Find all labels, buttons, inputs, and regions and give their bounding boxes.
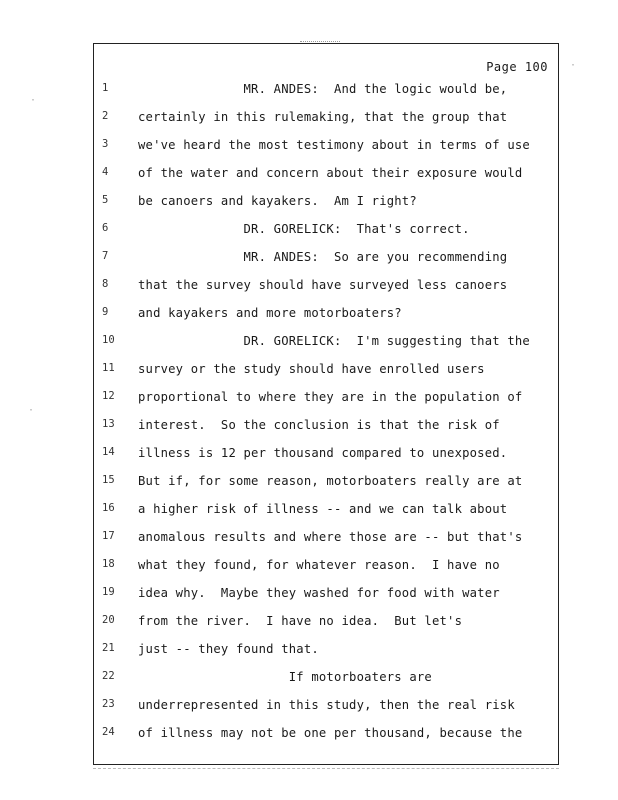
line-number: 15	[102, 474, 115, 486]
line-number: 21	[102, 642, 115, 654]
scan-artifact-left: ·	[28, 405, 35, 416]
line-number: 20	[102, 614, 115, 626]
line-number: 13	[102, 418, 115, 430]
line-number: 12	[102, 390, 115, 402]
transcript-page	[93, 43, 559, 765]
line-text: DR. GORELICK: That's correct.	[138, 222, 470, 236]
line-number: 16	[102, 502, 115, 514]
transcript-line	[94, 726, 558, 746]
line-text: certainly in this rulemaking, that the group that	[138, 110, 508, 124]
line-text: we've heard the most testimony about in terms of use	[138, 138, 530, 152]
line-text: of the water and concern about their exposure would	[138, 166, 523, 180]
line-number: 11	[102, 362, 115, 374]
transcript-line	[94, 558, 558, 578]
transcript-line	[94, 418, 558, 438]
line-text: a higher risk of illness -- and we can talk about	[138, 502, 508, 516]
line-text: what they found, for whatever reason. I have no	[138, 558, 500, 572]
line-number: 19	[102, 586, 115, 598]
transcript-line	[94, 670, 558, 690]
line-text: just -- they found that.	[138, 642, 319, 656]
line-number: 24	[102, 726, 115, 738]
line-number: 7	[102, 250, 109, 262]
line-number: 8	[102, 278, 109, 290]
transcript-line	[94, 278, 558, 298]
line-number: 2	[102, 110, 109, 122]
transcript-line	[94, 138, 558, 158]
transcript-line	[94, 586, 558, 606]
line-text: and kayakers and more motorboaters?	[138, 306, 402, 320]
line-text: DR. GORELICK: I'm suggesting that the	[138, 334, 530, 348]
transcript-line	[94, 222, 558, 242]
line-text: of illness may not be one per thousand, because the	[138, 726, 523, 740]
transcript-line	[94, 698, 558, 718]
line-number: 4	[102, 166, 109, 178]
transcript-line	[94, 334, 558, 354]
line-text: from the river. I have no idea. But let's	[138, 614, 463, 628]
line-text: MR. ANDES: And the logic would be,	[138, 82, 508, 96]
scan-artifact-left: ·	[30, 95, 37, 106]
line-number: 22	[102, 670, 115, 682]
page-number: Page 100	[486, 60, 548, 74]
line-text: that the survey should have surveyed less canoers	[138, 278, 508, 292]
transcript-line	[94, 110, 558, 130]
line-text: survey or the study should have enrolled users	[138, 362, 485, 376]
transcript-line	[94, 82, 558, 102]
line-text: idea why. Maybe they washed for food with water	[138, 586, 500, 600]
line-number: 18	[102, 558, 115, 570]
transcript-line	[94, 530, 558, 550]
transcript-line	[94, 166, 558, 186]
line-number: 23	[102, 698, 115, 710]
transcript-line	[94, 502, 558, 522]
transcript-line	[94, 306, 558, 326]
line-text: be canoers and kayakers. Am I right?	[138, 194, 417, 208]
line-text: But if, for some reason, motorboaters really are at	[138, 474, 523, 488]
transcript-line	[94, 642, 558, 662]
line-text: underrepresented in this study, then the real risk	[138, 698, 515, 712]
line-text: illness is 12 per thousand compared to unexposed.	[138, 446, 508, 460]
scan-artifact-right: ·	[570, 60, 577, 71]
line-number: 14	[102, 446, 115, 458]
transcript-line	[94, 194, 558, 214]
line-number: 5	[102, 194, 109, 206]
line-text: MR. ANDES: So are you recommending	[138, 250, 508, 264]
transcript-line	[94, 474, 558, 494]
line-text: If motorboaters are	[138, 670, 432, 684]
line-text: interest. So the conclusion is that the risk of	[138, 418, 500, 432]
line-number: 17	[102, 530, 115, 542]
line-number: 9	[102, 306, 109, 318]
line-number: 3	[102, 138, 109, 150]
transcript-line	[94, 250, 558, 270]
transcript-line	[94, 390, 558, 410]
line-number: 1	[102, 82, 109, 94]
line-number: 6	[102, 222, 109, 234]
line-text: proportional to where they are in the population of	[138, 390, 523, 404]
scan-artifact-bottom	[93, 768, 559, 773]
transcript-line	[94, 362, 558, 382]
transcript-line	[94, 446, 558, 466]
line-number: 10	[102, 334, 115, 346]
transcript-line	[94, 614, 558, 634]
line-text: anomalous results and where those are -- but that's	[138, 530, 523, 544]
